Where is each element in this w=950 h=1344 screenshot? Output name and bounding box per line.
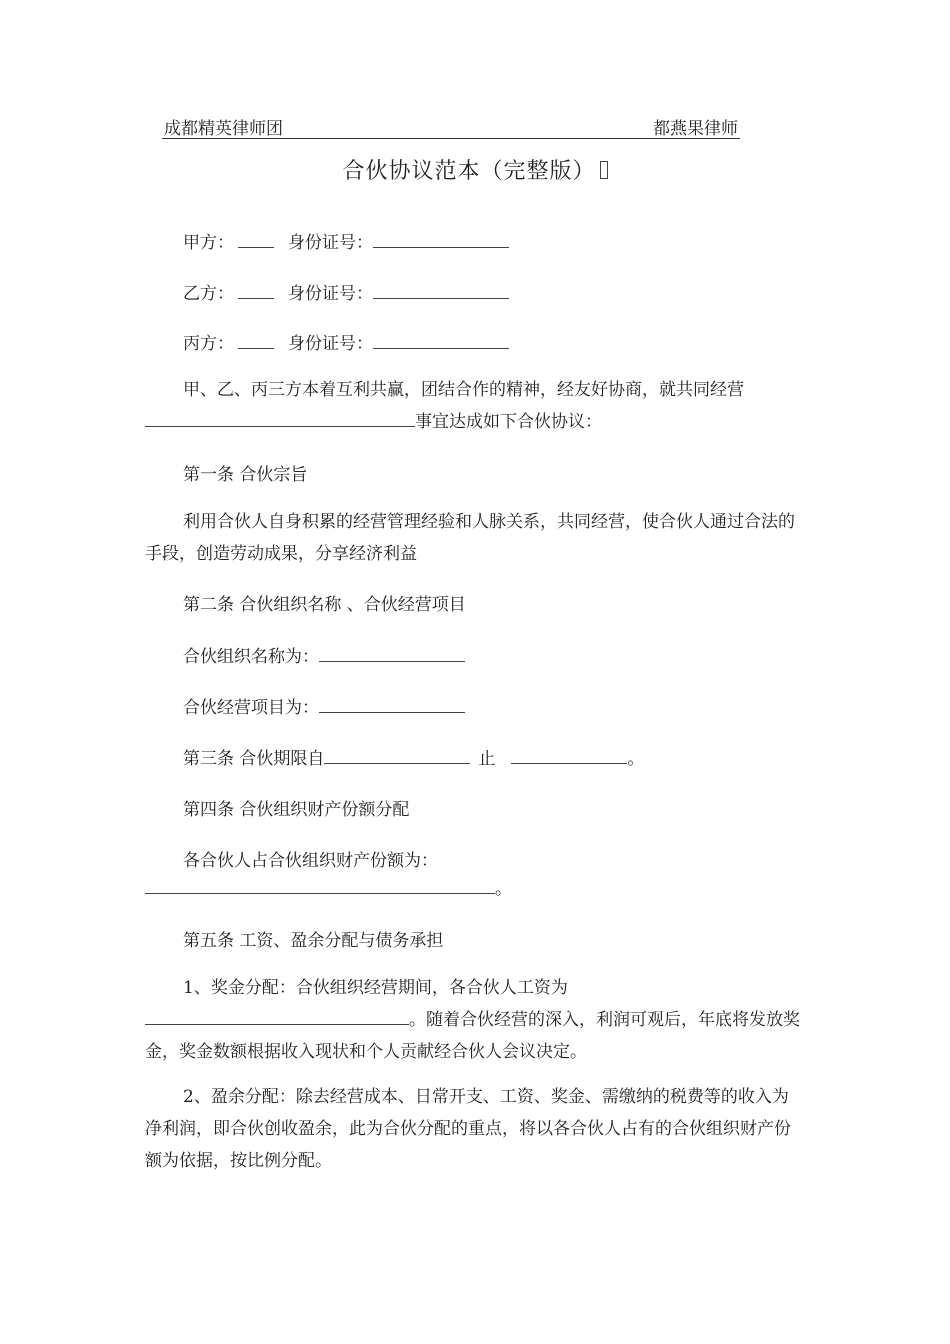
- org-name-line: [183, 642, 465, 667]
- party-b-id-label: 身份证号：: [288, 284, 373, 304]
- party-a-id-blank: [373, 233, 509, 248]
- salary-text-a: 1、奖金分配：合伙组织经营期间，各合伙人工资为: [183, 978, 568, 998]
- party-b-id-blank: [373, 284, 509, 299]
- project-line: [183, 693, 465, 718]
- document-title: [0, 154, 950, 185]
- share-line: [145, 874, 512, 899]
- party-b-label: 乙方：: [183, 284, 234, 304]
- project-label: 合伙经营项目为：: [183, 698, 319, 718]
- article-4-heading: 第四条 合伙组织财产份额分配: [183, 800, 410, 820]
- business-blank: [145, 412, 415, 427]
- org-name-label: 合伙组织名称为：: [183, 647, 319, 667]
- intro-text-b: 事宜达成如下合伙协议：: [415, 412, 602, 432]
- article-2-heading: 第二条 合伙组织名称 、合伙经营项目: [183, 595, 466, 615]
- term-start-blank: [324, 749, 470, 764]
- page-header: [162, 114, 740, 139]
- article-3-text-a: 第三条 合伙期限自: [183, 749, 325, 769]
- party-c-id-blank: [373, 334, 509, 349]
- party-a-id-label: 身份证号：: [288, 233, 373, 253]
- article-5-heading: 第五条 工资、盈余分配与债务承担: [183, 931, 444, 951]
- share-end: 。: [495, 879, 512, 899]
- article-3-text-c: 。: [627, 749, 645, 769]
- party-a-label: 甲方：: [183, 233, 234, 253]
- document-title-text: 合伙协议范本（完整版）: [342, 159, 596, 184]
- term-end-blank: [511, 749, 627, 764]
- project-blank: [319, 698, 465, 713]
- salary-text-b: 。随着合伙经营的深入，利润可观后，年底将发放奖金，奖金数额根据收入现状和个人贡献经合伙人会议决定。: [145, 1010, 800, 1062]
- intro-text-a: 甲、乙、丙三方本着互利共赢，团结合作的精神，经友好协商，就共同经营: [183, 380, 744, 400]
- party-b-name-blank: [238, 284, 274, 299]
- article-5-para-1: [145, 972, 805, 1068]
- article-3-line: [183, 744, 644, 769]
- intro-paragraph: [145, 374, 805, 438]
- party-c-line: [183, 329, 509, 354]
- party-c-label: 丙方：: [183, 334, 234, 354]
- party-b-line: [183, 279, 509, 304]
- article-4-text: 各合伙人占合伙组织财产份额为：: [183, 851, 438, 871]
- org-name-blank: [319, 647, 465, 662]
- missing-glyph-icon: [600, 161, 608, 179]
- salary-blank: [145, 1010, 409, 1025]
- party-c-name-blank: [238, 334, 274, 349]
- article-1-heading: 第一条 合伙宗旨: [183, 465, 308, 485]
- article-5-para-2: 2、盈余分配：除去经营成本、日常开支、工资、奖金、需缴纳的税费等的收入为净利润，即合伙创收盈余，此为合伙分配的重点，将以各合伙人占有的合伙组织财产份额为依据，按比例分配。: [145, 1087, 791, 1171]
- header-lawyer-name: 都燕果律师: [653, 119, 738, 139]
- party-c-id-label: 身份证号：: [288, 334, 373, 354]
- article-3-text-b: 止: [478, 749, 496, 769]
- header-firm-name: 成都精英律师团: [164, 119, 283, 139]
- share-blank: [145, 879, 495, 894]
- article-1-text: 利用合伙人自身积累的经营管理经验和人脉关系，共同经营，使合伙人通过合法的手段，创造劳动成果，分享经济利益: [145, 512, 795, 564]
- party-a-line: [183, 228, 509, 253]
- party-a-name-blank: [238, 233, 274, 248]
